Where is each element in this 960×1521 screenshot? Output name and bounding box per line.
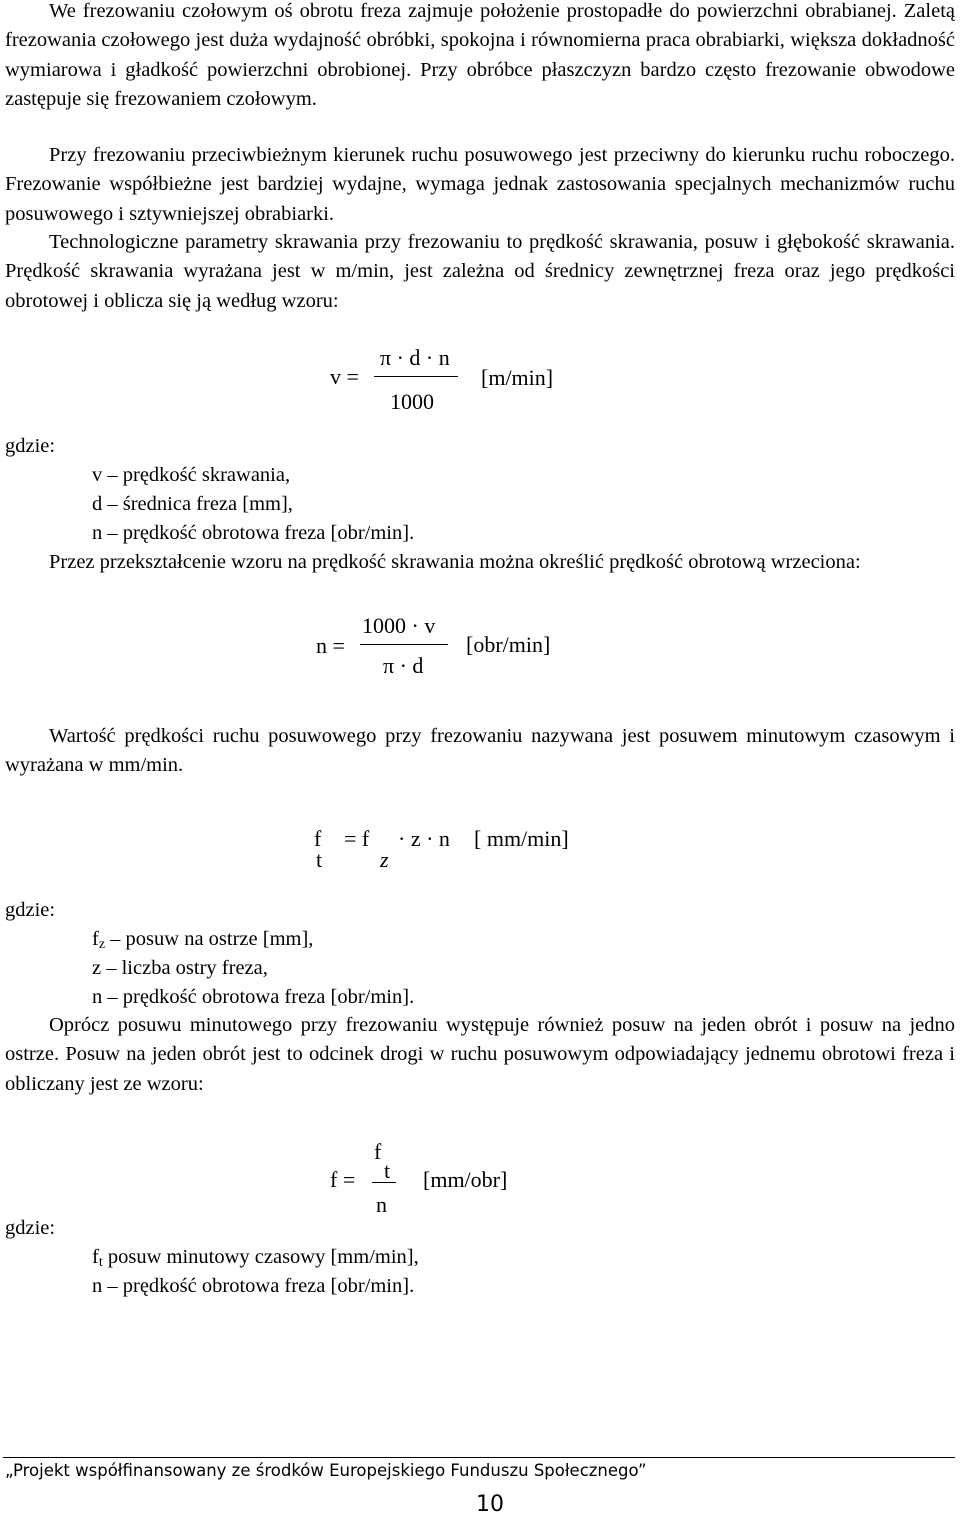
formula2-unit: [obr/min] (466, 632, 551, 657)
footer-divider (3, 1457, 955, 1458)
ft-symbol: f (92, 1246, 99, 1268)
formula3-eq-f: = f (344, 826, 370, 851)
formula3-sub-z: z (380, 847, 389, 872)
paragraph-feed-per-revolution: Oprócz posuwu minutowego przy frezowaniu występuje również posuw na jeden obrót i posuw na jedno ostrze. Posuw na jeden obrót jest to odcinek drogi w ruchu posuwowym odpowiadający jednemu obrotowi freza i obliczany jest ze wzoru: (5, 1014, 955, 1095)
where-label-3: gdzie: (5, 1217, 56, 1239)
paragraph-conventional-milling: Przy frezowaniu przeciwbieżnym kierunek ruchu posuwowego jest przeciwny do kierunku ruchu roboczego. Frezowanie współbieżne jest bardziej wydajne, wymaga jednak zastosowania specjalnych mechanizmów ruchu posuwowego i sztywniejszej obrabiarki. (5, 144, 955, 225)
formula1-numerator: π · d · n (380, 345, 450, 370)
page-number: 10 (476, 1492, 504, 1517)
formula2-fraction-bar (360, 644, 448, 645)
definition-v: v – prędkość skrawania, (92, 464, 291, 486)
fz-text: – posuw na ostrze [mm], (105, 928, 314, 950)
formula1-fraction-bar (374, 376, 458, 377)
where-label-1: gdzie: (5, 435, 56, 457)
definition-d: d – średnica freza [mm], (92, 493, 293, 515)
formula2-lhs: n = (316, 633, 345, 658)
ft-subscript: t (98, 1255, 103, 1270)
definition-z: z – liczba ostry freza, (92, 957, 268, 979)
formula4-fraction-bar (372, 1182, 396, 1183)
paragraph-feed-per-minute: Wartość prędkości ruchu posuwowego przy frezowaniu nazywana jest posuwem minutowym czasowym i wyrażana w mm/min. (5, 725, 955, 777)
definition-n-3: n – prędkość obrotowa freza [obr/min]. (92, 1275, 415, 1297)
formula3-unit: [ mm/min] (474, 826, 569, 851)
paragraph-face-milling: We frezowaniu czołowym oś obrotu freza zajmuje położenie prostopadłe do powierzchni obrabianej. Zaletą frezowania czołowego jest duża wydajność obróbki, spokojna i równomierna praca obrabiarki, większa dokładność wymiarowa i gładkość powierzchni obrobionej. Przy obróbce płaszczyzn bardzo często frezowanie obwodowe zastępuje się frezowaniem czołowym. (5, 0, 955, 110)
formula3-rest: · z · n (398, 826, 450, 851)
where-label-2: gdzie: (5, 899, 56, 921)
formula2-numerator: 1000 · v (362, 613, 436, 638)
paragraph-cutting-parameters: Technologiczne parametry skrawania przy frezowaniu to prędkość skrawania, posuw i głębokość skrawania. Prędkość skrawania wyrażana jest w m/min, jest zależna od średnicy zewnętrznej freza oraz jego prędkości obrotowej i oblicza się ją według wzoru: (5, 231, 955, 312)
definition-n-2: n – prędkość obrotowa freza [obr/min]. (92, 986, 415, 1008)
formula4-num-subscript: t (384, 1158, 391, 1183)
fz-symbol: f (92, 928, 99, 950)
fz-subscript: z (98, 937, 106, 952)
formula4-unit: [mm/obr] (423, 1167, 508, 1192)
formula3-f: f (314, 826, 322, 851)
formula4-denominator: n (376, 1192, 387, 1217)
paragraph-rotational-speed: Przez przekształcenie wzoru na prędkość skrawania można określić prędkość obrotową wrzeciona: (49, 551, 861, 573)
formula1-denominator: 1000 (390, 389, 434, 414)
formula1-unit: [m/min] (481, 365, 554, 390)
formula2-denominator: π · d (383, 653, 424, 678)
footer-text: „Projekt współfinansowany ze środków Europejskiego Funduszu Społecznego” (5, 1461, 647, 1480)
ft-text: posuw minutowy czasowy [mm/min], (102, 1246, 419, 1268)
formula1-lhs: v = (330, 364, 359, 389)
formula3-sub-t: t (316, 847, 323, 872)
definition-n: n – prędkość obrotowa freza [obr/min]. (92, 522, 415, 544)
formula4-numerator: f (374, 1139, 382, 1164)
formula4-lhs: f = (330, 1167, 356, 1192)
